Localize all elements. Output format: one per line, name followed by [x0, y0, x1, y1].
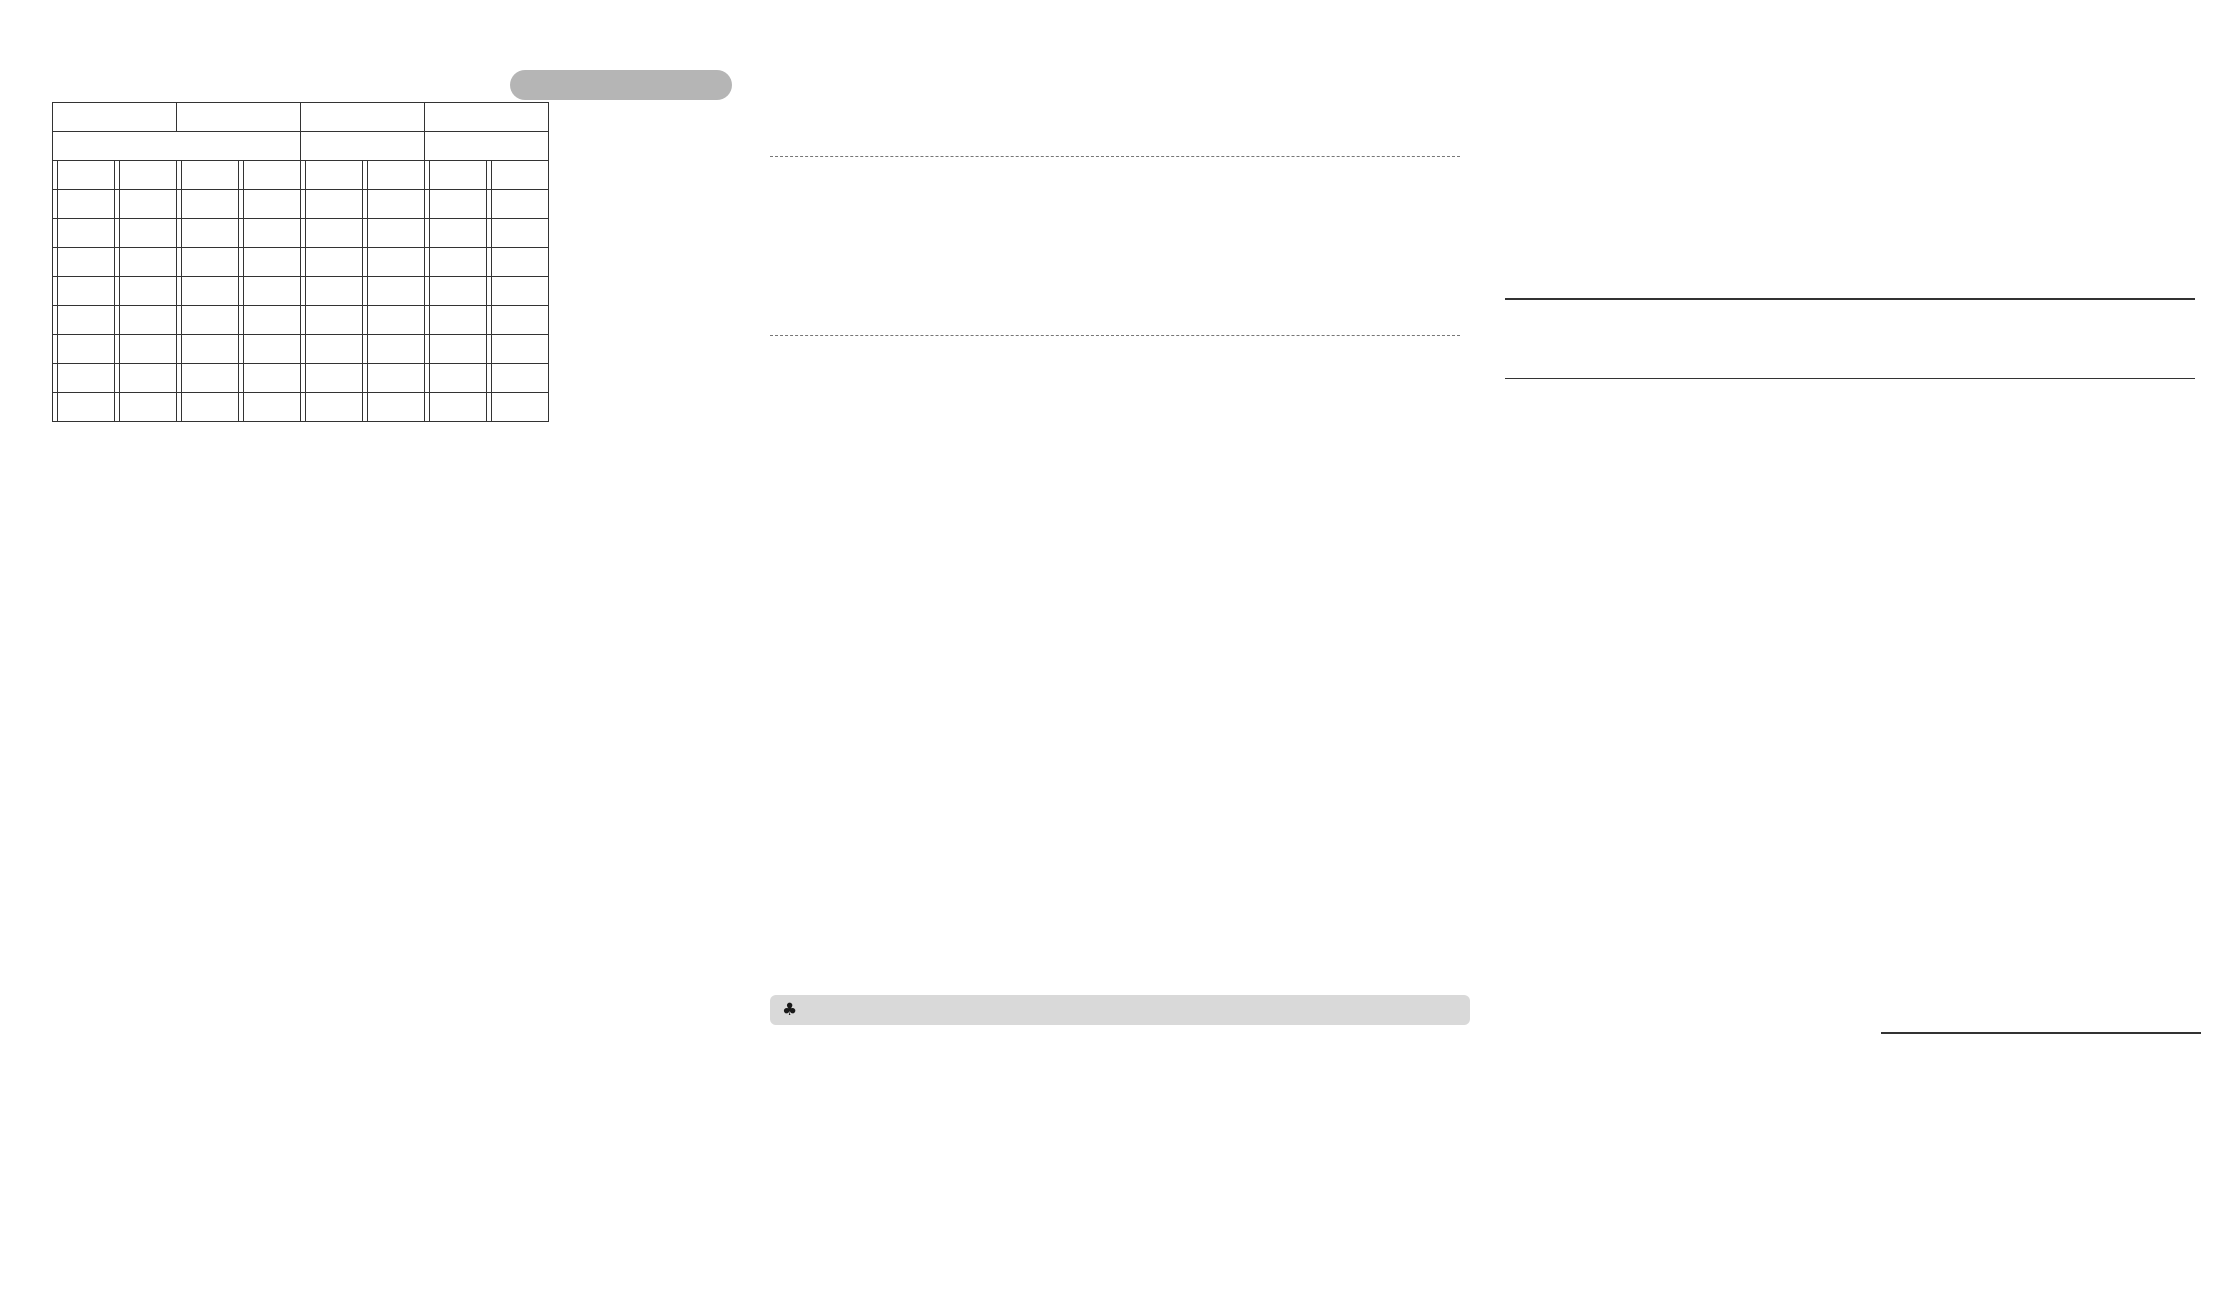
table-cell — [492, 161, 549, 190]
table-cell — [58, 393, 115, 422]
table-row — [53, 364, 549, 393]
table-cell — [430, 277, 487, 306]
table-row — [53, 248, 549, 277]
table-row — [53, 306, 549, 335]
table-cell — [120, 248, 177, 277]
table-cell — [368, 335, 425, 364]
offerings-list — [40, 432, 740, 493]
meal-line — [40, 474, 740, 493]
table-cell — [182, 161, 239, 190]
table-cell — [58, 190, 115, 219]
table-cell — [120, 335, 177, 364]
table-cell — [244, 277, 301, 306]
table-cell — [182, 248, 239, 277]
table-cell — [182, 190, 239, 219]
club-icon: ♣ — [782, 1000, 798, 1020]
table-cell — [182, 364, 239, 393]
table-cell — [492, 219, 549, 248]
table-cell — [182, 219, 239, 248]
group-header — [177, 103, 301, 132]
table-cell — [492, 190, 549, 219]
group-header — [301, 103, 425, 132]
table-cell — [306, 190, 363, 219]
table-cell — [430, 190, 487, 219]
table-cell — [368, 248, 425, 277]
table-cell — [58, 364, 115, 393]
table-cell — [306, 393, 363, 422]
table-cell — [306, 277, 363, 306]
table-cell — [182, 277, 239, 306]
table-cell — [58, 306, 115, 335]
table-cell — [430, 248, 487, 277]
news-list — [776, 162, 1476, 202]
table-cell — [120, 161, 177, 190]
table-cell — [368, 277, 425, 306]
table-cell — [120, 393, 177, 422]
table-cell — [492, 277, 549, 306]
table-cell — [430, 364, 487, 393]
table-row — [53, 219, 549, 248]
table-cell — [120, 306, 177, 335]
notes — [1881, 1028, 2201, 1034]
group-pastor — [301, 132, 425, 161]
date-pill — [510, 70, 732, 100]
table-cell — [120, 190, 177, 219]
table-row — [53, 277, 549, 306]
table-cell — [368, 306, 425, 335]
group-table — [52, 102, 549, 422]
table-cell — [430, 306, 487, 335]
table-cell — [120, 277, 177, 306]
table-cell — [244, 161, 301, 190]
table-cell — [58, 335, 115, 364]
table-cell — [368, 161, 425, 190]
table-cell — [368, 190, 425, 219]
table-cell — [306, 248, 363, 277]
news-line — [776, 162, 1476, 184]
table-cell — [58, 219, 115, 248]
table-cell — [244, 393, 301, 422]
family-line — [40, 433, 740, 452]
table-cell — [58, 248, 115, 277]
table-cell — [244, 364, 301, 393]
group-pastor — [425, 132, 549, 161]
table-cell — [182, 306, 239, 335]
table-row — [53, 190, 549, 219]
table-cell — [492, 306, 549, 335]
divider — [770, 156, 1460, 157]
table-cell — [430, 393, 487, 422]
table-cell — [244, 335, 301, 364]
table-cell — [368, 219, 425, 248]
table-cell — [430, 161, 487, 190]
table-cell — [244, 248, 301, 277]
group-header — [425, 103, 549, 132]
table-cell — [182, 335, 239, 364]
table-cell — [306, 335, 363, 364]
barley-line — [40, 453, 740, 472]
table-cell — [492, 364, 549, 393]
table-cell — [306, 219, 363, 248]
table-cell — [492, 248, 549, 277]
table-row — [53, 393, 549, 422]
table-cell — [244, 190, 301, 219]
table-cell — [120, 364, 177, 393]
table-cell — [306, 364, 363, 393]
table-cell — [244, 306, 301, 335]
table-cell — [492, 335, 549, 364]
group-header — [53, 103, 177, 132]
table-cell — [306, 161, 363, 190]
service-times — [1505, 298, 2195, 379]
table-cell — [430, 219, 487, 248]
table-cell — [182, 393, 239, 422]
table-cell — [368, 364, 425, 393]
table-row — [53, 335, 549, 364]
table-cell — [58, 161, 115, 190]
lunch-bar — [770, 995, 1470, 1025]
table-row — [53, 161, 549, 190]
table-cell — [120, 219, 177, 248]
table-cell — [492, 393, 549, 422]
table-cell — [430, 335, 487, 364]
table-cell — [244, 219, 301, 248]
table-cell — [368, 393, 425, 422]
divider — [770, 335, 1460, 336]
table-cell — [58, 277, 115, 306]
table-cell — [306, 306, 363, 335]
group-pastor — [53, 132, 301, 161]
